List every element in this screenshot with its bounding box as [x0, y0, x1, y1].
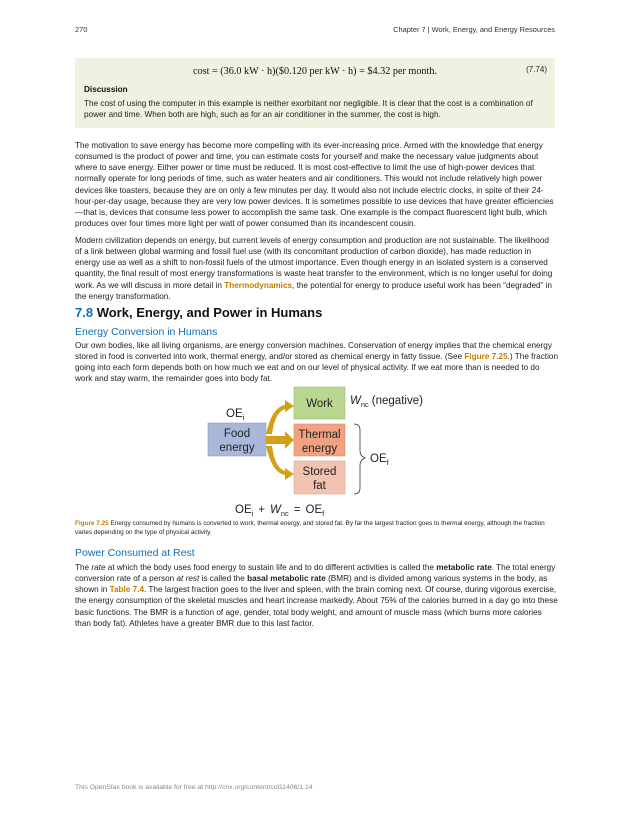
emphasis-rate: rate	[91, 563, 106, 572]
wnc-negative-label: $W_{nc}$ (negative)	[350, 395, 423, 409]
figure-caption	[75, 520, 558, 538]
paragraph-text: is called the	[199, 574, 248, 584]
discussion-title: Discussion	[84, 85, 128, 94]
page-number: 270	[75, 25, 88, 34]
thermal-label-1: Thermal	[298, 429, 341, 441]
paragraph-text: . The largest fraction goes to the liver and spleen, with the brain coming next. Of course, during vigorous exercise, the energy consumption of the skeletal muscles and heart increase markedly. About 75% of the calories burned in a day go into these basic functions. The BMR is a function of age, gender, total body weight, and amount of muscle mass (which burns more calories than body fat). Athletes have a greater BMR due to this last factor.	[75, 585, 558, 628]
food-label-1: Food	[223, 428, 251, 440]
paragraph-modern-civilization	[75, 235, 558, 302]
paragraph-text: (BMR) and is divided among various systems in the body, as shown in	[75, 574, 548, 595]
energy-conservation-equation: $OE_i + W_{nc} = OE_f$	[235, 504, 325, 517]
paragraph-text: The	[75, 563, 92, 572]
food-label-2: energy	[219, 442, 255, 454]
paragraph-metabolic-rate	[75, 562, 558, 629]
chapter-title: Chapter 7 | Work, Energy, and Energy Resources	[393, 25, 555, 34]
arrow-to-work	[266, 400, 294, 434]
paragraph-energy-savings	[75, 140, 558, 229]
cost-equation: cost = (36.0 kW · h)($0.120 per kW · h) = $4.32 per month.	[193, 66, 437, 77]
paragraph-text: . The total energy conversion rate of a person	[75, 563, 556, 584]
equation-number: (7.74)	[526, 65, 547, 74]
example-box	[75, 58, 555, 128]
thermal-label-2: energy	[301, 443, 338, 455]
subsection-power-at-rest: Power Consumed at Rest	[75, 547, 195, 559]
paragraph-text: at which the body uses food energy to sustain life and to do different activities is called the	[105, 563, 437, 572]
caption-label: Figure 7.25	[75, 520, 109, 527]
paragraph-text: Modern civilization depends on energy, but current levels of energy consumption and production are not sustainable. The likelihood of a link between global warming and fossil fuel use (with its concomitant production of carbon dioxide), has made reduction in energy use as well as a shift to non-fossil fuels of the utmost importance. Even though energy in an isolated system is a conserved quantity, the final result of most energy transformations is waste heat transfer to the environment, which is no longer useful for doing work. As we will discuss in more detail in	[75, 236, 553, 290]
figure-7-25-link[interactable]: Figure 7.25	[464, 352, 508, 362]
thermodynamics-link[interactable]: Thermodynamics	[224, 280, 293, 290]
emphasis-at-rest: at rest	[176, 574, 200, 584]
oe-final-label: $OE_f$	[370, 453, 389, 467]
table-7-4-link[interactable]: Table 7.4	[109, 585, 145, 595]
paragraph-text: , the potential for energy to produce useful work has been “degraded” in the energy transformation.	[75, 280, 552, 301]
section-number: 7.8	[75, 305, 94, 320]
paragraph-energy-conversion	[75, 340, 558, 385]
work-label: Work	[306, 398, 333, 410]
brace-icon	[354, 424, 365, 494]
energy-flow-svg	[75, 385, 558, 517]
arrow-to-stored	[266, 446, 294, 480]
term-basal-metabolic-rate: basal metabolic rate	[247, 574, 326, 584]
stored-label-1: Stored	[302, 466, 337, 478]
paragraph-text: The motivation to save energy has become more compelling with its ever-increasing price. Armed with the knowledge that energy consumed is the product of power and time, you can estimate costs for yourself and make the necessary value judgments about where to save energy. Either power or time must be reduced. It is most cost-effective to limit the use of high-power devices that normally operate for long periods of time, such as water heaters and air conditioners. This would not include relatively high power devices like toasters, because they are on only a few minutes per day. It would also not include electric clocks, in spite of their 24-hour-per-day usage, because they are very low power devices. It is sometimes possible to use devices that have greater efficiencies—that is, devices that consume less power to accomplish the same task. One example is the compact fluorescent light bulb, which produces over four times more light per watt of power consumed than its incandescent cousin.	[75, 141, 554, 229]
page-footer: This OpenStax book is available for free at http://cnx.org/content/col11406/1.14	[75, 784, 313, 791]
section-heading	[75, 304, 322, 322]
caption-text: Energy consumed by humans is converted to work, thermal energy, and stored fat. By far the largest fraction goes to thermal energy, although the fraction varies depending on the type of physical activity.	[75, 520, 545, 536]
subsection-energy-conversion: Energy Conversion in Humans	[75, 326, 218, 338]
discussion-text: The cost of using the computer in this example is neither exorbitant nor negligible. It is clear that the cost is a combination of power and time. When both are high, such as for an air conditioner in the summer, the cost is high.	[84, 99, 533, 120]
oe-initial-label: $OE_i$	[226, 408, 245, 422]
term-metabolic-rate: metabolic rate	[436, 563, 492, 572]
paragraph-text: Our own bodies, like all living organisms, are energy conversion machines. Conservation of energy implies that the chemical energy stored in food is converted into work, thermal energy, and/or stored as chemical energy in fatty tissue. (See	[75, 341, 552, 362]
figure-energy-diagram	[75, 385, 558, 517]
paragraph-text: .) The fraction going into each form depends both on how much we eat and on our level of physical activity. If we eat more than is needed to do work and stay warm, the remainder goes into body fat.	[75, 352, 559, 384]
section-title: Work, Energy, and Power in Humans	[96, 305, 323, 320]
stored-label-2: fat	[313, 480, 326, 492]
page-header	[75, 25, 555, 37]
